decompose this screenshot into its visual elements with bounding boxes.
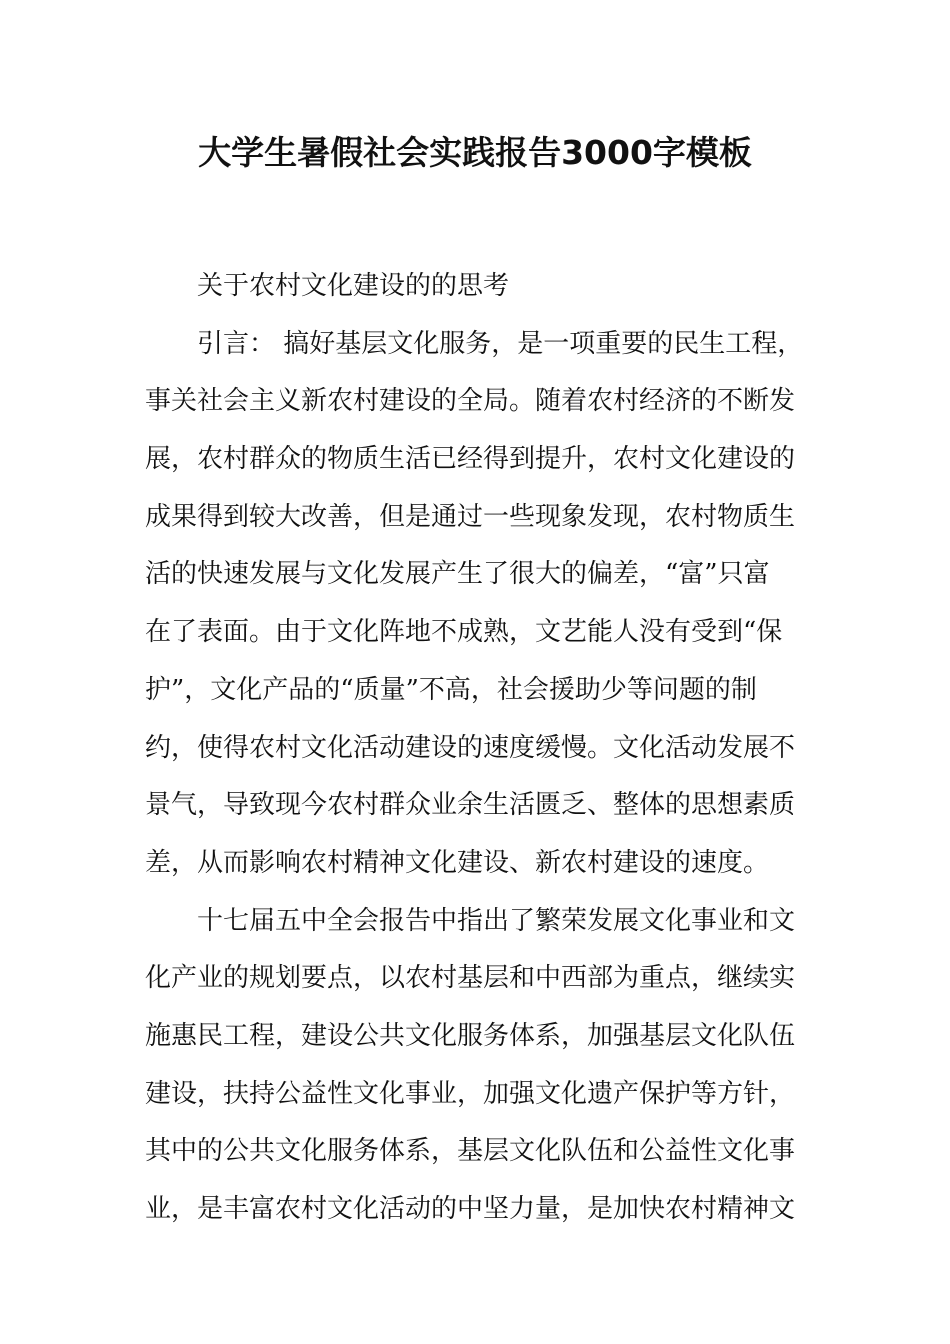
text-line: 十七届五中全会报告中指出了繁荣发展文化事业和文 — [197, 905, 796, 936]
text-line: 展，农村群众的物质生活已经得到提升，农村文化建设的 — [145, 444, 796, 475]
text-line: 护”，文化产品的“质量”不高，社会援助少等问题的制 — [145, 674, 757, 705]
document-title: 大学生暑假社会实践报告3000字模板 — [198, 133, 752, 172]
text-line: 活的快速发展与文化发展产生了很大的偏差，“富”只富 — [145, 559, 770, 590]
document-body — [145, 258, 807, 1239]
text-line: 施惠民工程，建设公共文化服务体系，加强基层文化队伍 — [145, 1020, 796, 1051]
text-line: 事关社会主义新农村建设的全局。随着农村经济的不断发 — [145, 386, 796, 417]
text-line: 引言： 搞好基层文化服务，是一项重要的民生工程， — [197, 328, 804, 359]
text-line: 景气，导致现今农村群众业余生活匮乏、整体的思想素质 — [145, 790, 796, 821]
text-line: 其中的公共文化服务体系，基层文化队伍和公益性文化事 — [145, 1136, 796, 1167]
text-line: 差，从而影响农村精神文化建设、新农村建设的速度。 — [145, 847, 770, 878]
text-line: 关于农村文化建设的的思考 — [197, 271, 510, 301]
text-line: 在了表面。由于文化阵地不成熟，文艺能人没有受到“保 — [145, 617, 783, 648]
text-line: 业，是丰富农村文化活动的中坚力量，是加快农村精神文 — [145, 1194, 796, 1224]
text-line: 建设，扶持公益性文化事业，加强文化遗产保护等方针， — [145, 1078, 796, 1109]
text-line: 成果得到较大改善，但是通过一些现象发现，农村物质生 — [145, 501, 796, 532]
text-line: 化产业的规划要点，以农村基层和中西部为重点，继续实 — [145, 963, 796, 994]
text-line: 约，使得农村文化活动建设的速度缓慢。文化活动发展不 — [145, 732, 796, 763]
